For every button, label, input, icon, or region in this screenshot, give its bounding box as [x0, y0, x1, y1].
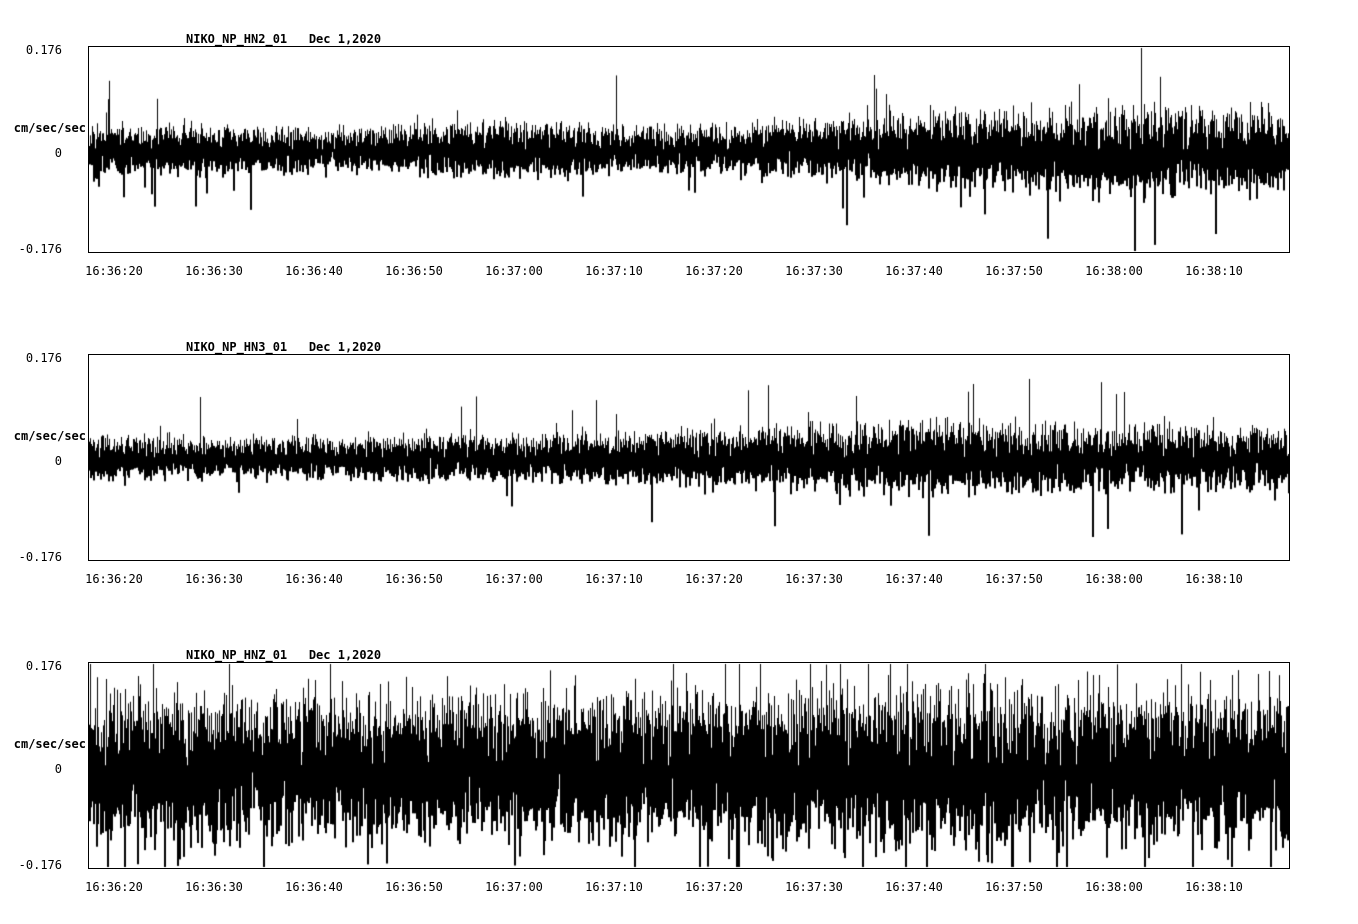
x-tick-label: 16:37:00 [485, 572, 543, 586]
x-tick-label: 16:38:10 [1185, 264, 1243, 278]
x-tick-label: 16:36:20 [85, 880, 143, 894]
plot-area-hn3[interactable] [88, 354, 1290, 561]
plot-area-hn2[interactable] [88, 46, 1290, 253]
panel-title-hnz: NIKO_NP_HNZ_01 Dec 1,2020 [186, 648, 382, 662]
x-tick-label: 16:36:30 [185, 264, 243, 278]
x-tick-label: 16:37:50 [985, 264, 1043, 278]
x-tick-label: 16:37:40 [885, 880, 943, 894]
x-tick-label: 16:36:30 [185, 572, 243, 586]
x-tick-label: 16:37:00 [485, 880, 543, 894]
x-tick-label: 16:36:40 [285, 880, 343, 894]
x-tick-label: 16:37:50 [985, 880, 1043, 894]
x-tick-label: 16:37:20 [685, 572, 743, 586]
y-axis-max-label-hn3: 0.176 [25, 351, 62, 365]
plot-area-hnz[interactable] [88, 662, 1290, 869]
y-axis-units-hnz: cm/sec/sec [13, 737, 86, 751]
x-tick-label: 16:37:30 [785, 264, 843, 278]
x-tick-label: 16:38:10 [1185, 880, 1243, 894]
x-tick-label: 16:37:30 [785, 880, 843, 894]
y-axis-min-label-hn3: -0.176 [18, 550, 62, 564]
seismogram-panel-hn3 [0, 308, 1358, 616]
y-axis-zero-label-hn2: 0 [54, 146, 62, 160]
x-tick-label: 16:37:00 [485, 264, 543, 278]
x-tick-label: 16:36:50 [385, 264, 443, 278]
x-tick-label: 16:38:00 [1085, 572, 1143, 586]
panel-title-hn2: NIKO_NP_HN2_01 Dec 1,2020 [186, 32, 382, 46]
y-axis-zero-label-hnz: 0 [54, 762, 62, 776]
y-axis-max-label-hnz: 0.176 [25, 659, 62, 673]
y-axis-max-label-hn2: 0.176 [25, 43, 62, 57]
x-tick-label: 16:37:40 [885, 264, 943, 278]
y-axis-units-hn2: cm/sec/sec [13, 121, 86, 135]
x-tick-label: 16:37:10 [585, 264, 643, 278]
x-tick-label: 16:38:10 [1185, 572, 1243, 586]
x-tick-label: 16:37:10 [585, 572, 643, 586]
waveform-trace-hnz [89, 663, 1289, 868]
x-tick-label: 16:37:20 [685, 880, 743, 894]
x-tick-label: 16:36:50 [385, 880, 443, 894]
x-tick-label: 16:37:50 [985, 572, 1043, 586]
x-tick-label: 16:36:20 [85, 264, 143, 278]
y-axis-zero-label-hn3: 0 [54, 454, 62, 468]
panel-title-hn3: NIKO_NP_HN3_01 Dec 1,2020 [186, 340, 382, 354]
y-axis-min-label-hnz: -0.176 [18, 858, 62, 872]
x-tick-label: 16:37:20 [685, 264, 743, 278]
waveform-trace-hn3 [89, 355, 1289, 560]
waveform-trace-hn2 [89, 47, 1289, 252]
x-tick-label: 16:38:00 [1085, 264, 1143, 278]
x-tick-label: 16:36:20 [85, 572, 143, 586]
y-axis-min-label-hn2: -0.176 [18, 242, 62, 256]
x-tick-label: 16:36:40 [285, 572, 343, 586]
seismogram-panel-hnz [0, 616, 1358, 924]
x-tick-label: 16:37:40 [885, 572, 943, 586]
x-tick-label: 16:37:30 [785, 572, 843, 586]
x-tick-label: 16:37:10 [585, 880, 643, 894]
x-tick-label: 16:38:00 [1085, 880, 1143, 894]
x-tick-label: 16:36:40 [285, 264, 343, 278]
x-tick-label: 16:36:30 [185, 880, 243, 894]
x-tick-label: 16:36:50 [385, 572, 443, 586]
y-axis-units-hn3: cm/sec/sec [13, 429, 86, 443]
seismogram-panel-hn2 [0, 0, 1358, 308]
